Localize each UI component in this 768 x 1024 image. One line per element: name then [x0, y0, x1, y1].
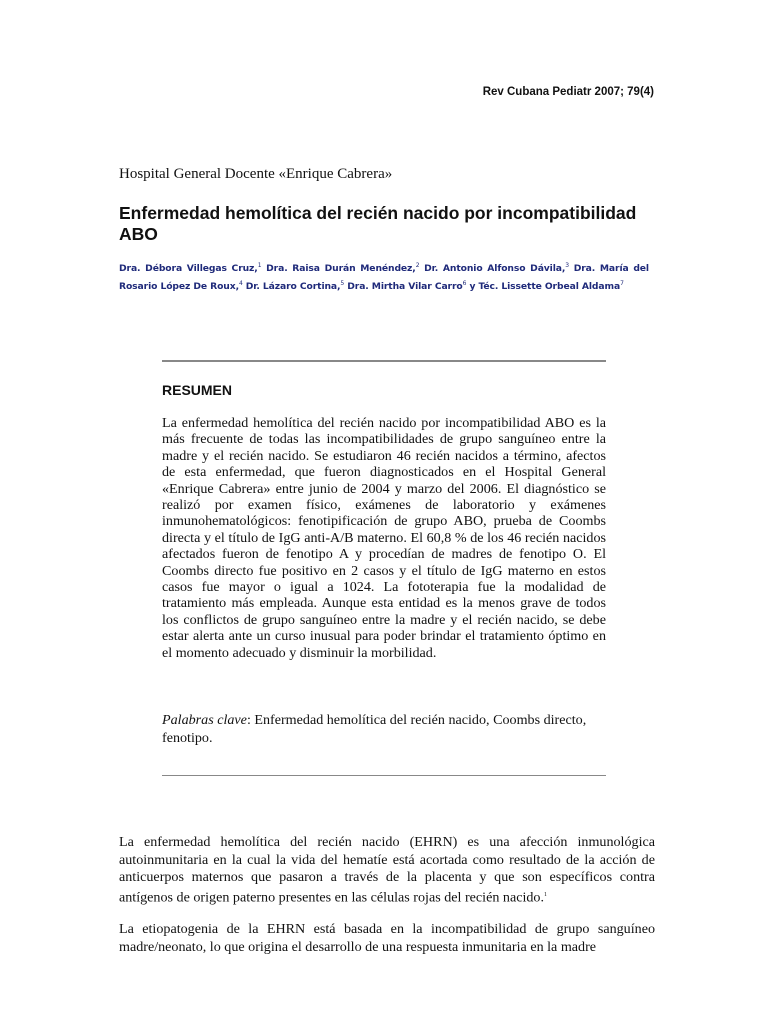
author-7: y Téc. Lissette Orbeal Aldama$^7$ — [466, 280, 624, 293]
author-5: Dr. Lázaro Cortina,$^5$ — [242, 280, 345, 293]
body-paragraph-2: La etiopatogenia de la EHRN está basada en la incompatibilidad de grupo sanguíneo madre/neonato, lo que origina el desarrollo de una respuesta inmunitaria en la madre — [119, 921, 655, 955]
hospital-affiliation: Hospital General Docente «Enrique Cabrera» — [119, 166, 393, 182]
author-4: Dra. María del Rosario López De Roux,$^4$ — [119, 263, 649, 293]
abstract-bottom-divider — [162, 775, 606, 776]
body-paragraph-1: La enfermedad hemolítica del recién nacido (EHRN) es una afección inmunológica autoinmunitaria en la cual la vida del hematíe está acortada como resultado de la acción de anticuerpos maternos que pasaron a través de la placenta y que son específicos contra antígenos de origen paterno presentes en las células rojas del recién nacido.$^1$ — [119, 834, 655, 906]
author-2: Dra. Raisa Durán Menéndez,$^2$ — [261, 262, 420, 275]
abstract-heading: RESUMEN — [162, 382, 233, 398]
journal-reference: Rev Cubana Pediatr 2007; 79(4) — [482, 86, 654, 98]
article-title: Enfermedad hemolítica del recién nacido por incompatibilidad ABO — [119, 203, 637, 244]
author-1: Dra. Débora Villegas Cruz,$^1$ — [119, 262, 262, 275]
abstract-text: La enfermedad hemolítica del recién nacido por incompatibilidad ABO es la más frecuente de todas las incompatibilidades de grupo sanguíneo entre la madre y el recién nacido. Se estudiaron 46 recién nacidos a término, afectos de esta enfermedad, que fueron diagnosticados en el Hospital General «Enrique Cabrera» entre junio de 2004 y marzo del 2006. El diagnóstico se realizó por examen físico, exámenes de laboratorio y exámenes inmunohematológicos: fenotipificación de grupo ABO, prueba de Coombs directa y el título de IgG anti-A/B materno. El 60,8 % de los 46 recién nacidos afectados fueron de fenotipo A y procedían de madres de fenotipo O. El Coombs directo fue positivo en 2 casos y el título de IgG materno en estos casos fue mayor o igual a 1024. La fototerapia fue la modalidad de tratamiento más empleada. Aunque esta entidad es la menos grave de todos los conflictos de grupo sanguíneo entre la madre y el recién nacido, se debe estar alerta ante un curso inusual para poder brindar el tratamiento óptimo en el momento adecuado y disminuir la morbilidad. — [162, 415, 606, 661]
keywords-text: : Enfermedad hemolítica del recién nacido, Coombs directo, fenotipo. — [162, 712, 587, 746]
keywords — [162, 712, 606, 747]
abstract-top-divider — [162, 360, 606, 362]
author-list — [119, 258, 649, 294]
reference-marker: 1 — [544, 891, 547, 898]
author-3: Dr. Antonio Alfonso Dávila,$^3$ — [419, 262, 569, 275]
keywords-label: Palabras clave — [162, 712, 247, 728]
author-6: Dra. Mirtha Vilar Carro$^6$ — [344, 280, 467, 293]
